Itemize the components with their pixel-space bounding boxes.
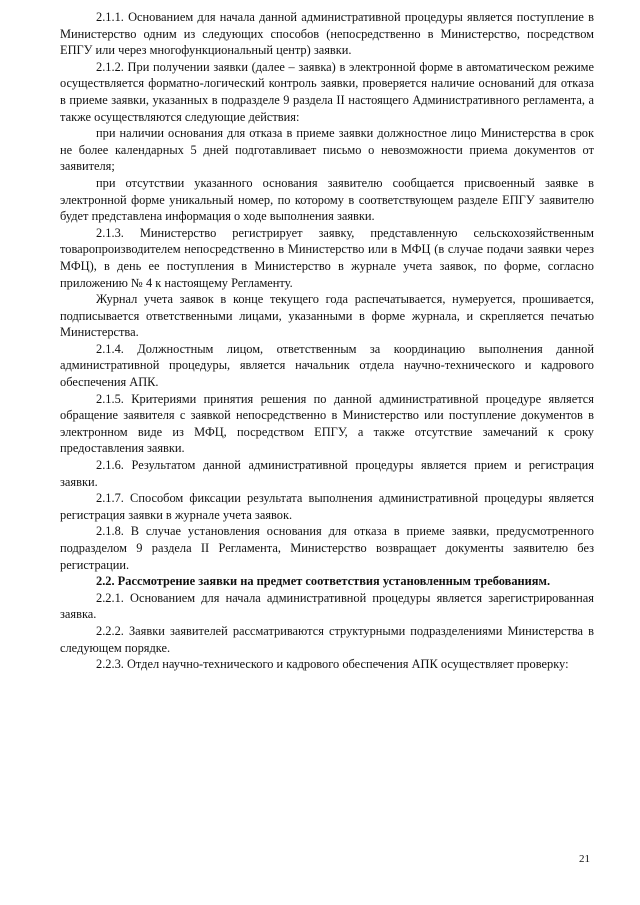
paragraph-2-2-3: 2.2.3. Отдел научно-технического и кадрового обеспечения АПК осуществляет проверку: (96, 657, 569, 672)
paragraph-2-1-5: 2.1.5. Критериями принятия решения по данной административной процедуре является обращение заявителя с заявкой непосредственно в Министерство или поступление документов в электронном виде из МФЦ, посредством ЕПГУ, а также отсутствие замечаний к сроку предоставления заявки. (60, 391, 594, 456)
paragraph-2-1-6: 2.1.6. Результатом данной административной процедуры является прием и регистрация заявки. (60, 458, 594, 489)
paragraph-journal: Журнал учета заявок в конце текущего года распечатывается, нумеруется, прошивается, подписывается ответственными лицами, указанными в форме журнала, и скрепляется печатью Министерства. (60, 292, 594, 340)
paragraph-2-1-1: 2.1.1. Основанием для начала данной административной процедуры является поступление в Министерство одним из следующих способов (непосредственно в Министерство, посредством ЕПГУ или через многофункциональный центр) заявки. (60, 10, 594, 58)
paragraph-no-refusal-case: при отсутствии указанного основания заявителю сообщается присвоенный заявке в электронной форме уникальный номер, по которому в соответствующем разделе ЕПГУ заявителю будет представлена информация о ходе выполнения заявки. (60, 175, 594, 224)
section-heading-2-2: 2.2. Рассмотрение заявки на предмет соответствия установленным требованиям. (96, 574, 551, 589)
paragraph-2-1-8: 2.1.8. В случае установления основания для отказа в приеме заявки, предусмотренного подразделом 9 раздела II Регламента, Министерство возвращает документы заявителю без регистрации. (60, 524, 594, 572)
paragraph-2-2-1: 2.2.1. Основанием для начала административной процедуры является зарегистрированная заявка. (60, 590, 594, 622)
paragraph-2-1-7: 2.1.7. Способом фиксации результата выполнения административной процедуры является регистрация заявки в журнале учета заявок. (60, 491, 594, 522)
document-page (60, 9, 594, 673)
paragraph-2-1-4: 2.1.4. Должностным лицом, ответственным за координацию выполнения данной административной процедуры, является начальник отдела научно-технического и кадрового обеспечения АПК. (60, 341, 594, 390)
page-number: 21 (579, 853, 590, 865)
paragraph-2-2-2: 2.2.2. Заявки заявителей рассматриваются структурными подразделениями Министерства в следующем порядке. (60, 623, 594, 655)
paragraph-2-1-2: 2.1.2. При получении заявки (далее – заявка) в электронной форме в автоматическом режиме осуществляется форматно-логический контроль заявки, проверяется наличие оснований для отказа в приеме заявки, указанных в подразделе 9 раздела II настоящего Административного регламента, а также осуществляются следующие действия: (60, 59, 594, 124)
paragraph-2-1-3: 2.1.3. Министерство регистрирует заявку, представленную сельскохозяйственным товаропроизводителем непосредственно в Министерство или в МФЦ (в случае подачи заявки через МФЦ), в день ее поступления в Министерство в журнале учета заявок, по форме, согласно приложению № 4 к настоящему Регламенту. (60, 225, 594, 290)
paragraph-refusal-case: при наличии основания для отказа в приеме заявки должностное лицо Министерства в срок не более календарных 5 дней подготавливает письмо о невозможности приема документов от заявителя; (60, 126, 594, 174)
